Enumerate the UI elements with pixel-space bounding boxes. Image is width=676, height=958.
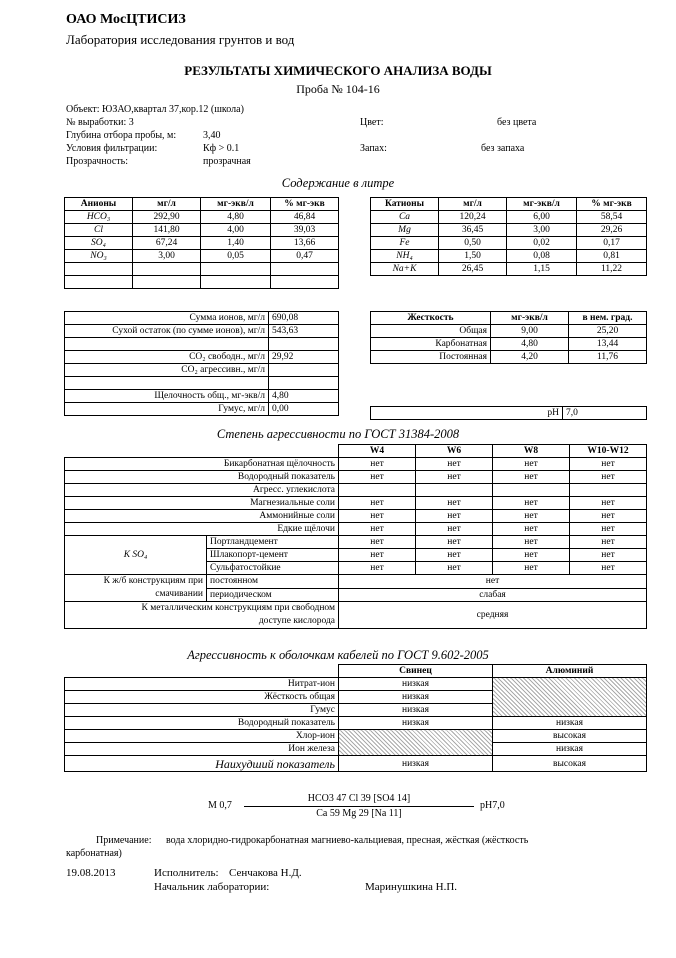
aggr-value: нет xyxy=(493,523,570,536)
anion-name: HCO₃ xyxy=(65,211,133,224)
anion-mg: 292,90 xyxy=(133,211,201,224)
ph-box xyxy=(370,406,647,420)
table-row xyxy=(371,224,647,237)
table-row xyxy=(65,338,339,351)
aggr-value: нет xyxy=(570,471,647,484)
anion-meq: 4,80 xyxy=(201,211,271,224)
aggr-value: нет xyxy=(493,549,570,562)
cations-table xyxy=(370,197,647,276)
content-section-title: Содержание в литре xyxy=(281,176,395,190)
cement-type: Шлакопорт-цемент xyxy=(207,549,339,562)
aggr-value: нет xyxy=(339,497,416,510)
cation-mg: 26,45 xyxy=(439,263,507,276)
table-row xyxy=(65,510,647,523)
anion-mg: 3,00 xyxy=(133,250,201,263)
table-row xyxy=(65,756,647,772)
anions-header: % мг-экв xyxy=(271,198,339,211)
cation-mg: 36,45 xyxy=(439,224,507,237)
rc-label xyxy=(65,575,207,602)
sum-value: 690,08 xyxy=(269,312,339,325)
aggr-value: нет xyxy=(493,497,570,510)
depth-value: 3,40 xyxy=(203,130,221,141)
cable-indicator: Ион железа xyxy=(65,743,339,756)
rc-label-line: смачивании xyxy=(155,589,203,599)
anion-meq: 4,00 xyxy=(201,224,271,237)
summary-table xyxy=(64,311,339,416)
aggr-indicator: Бикарбонатная щёлочность xyxy=(65,458,339,471)
well-line: № выработки: 3 xyxy=(66,117,134,128)
aggr-header: W4 xyxy=(339,445,416,458)
cation-pct: 0,81 xyxy=(577,250,647,263)
table-row xyxy=(371,351,647,364)
cable-indicator: Водородный показатель xyxy=(65,717,339,730)
co2free-label: CO₂ свободн., мг/л xyxy=(65,351,269,364)
worst-lead: низкая xyxy=(339,756,493,772)
so4-label: К SO₄ xyxy=(65,536,207,575)
cable-indicator: Хлор-ион xyxy=(65,730,339,743)
aggr-indicator: Едкие щёлочи xyxy=(65,523,339,536)
table-row xyxy=(371,263,647,276)
aggr-header: W6 xyxy=(416,445,493,458)
hatched-cell xyxy=(339,730,493,756)
rc-value: нет xyxy=(339,575,647,589)
table-row xyxy=(65,364,339,377)
aggr-value: нет xyxy=(570,510,647,523)
cement-type: Сульфатостойкие xyxy=(207,562,339,575)
lead-value: низкая xyxy=(339,717,493,730)
formula-ph: pH7,0 xyxy=(480,800,505,811)
table-row xyxy=(371,325,647,338)
aggr-value: нет xyxy=(493,562,570,575)
anion-meq: 1,40 xyxy=(201,237,271,250)
anions-header: мг/л xyxy=(133,198,201,211)
table-row xyxy=(371,338,647,351)
aggr-value: нет xyxy=(416,523,493,536)
aggr-value: нет xyxy=(570,523,647,536)
table-row xyxy=(371,407,647,420)
table-row xyxy=(65,497,647,510)
metal-label-line: доступе кислорода xyxy=(258,616,335,626)
depth-label: Глубина отбора пробы, м: xyxy=(66,130,177,141)
hardness-table xyxy=(370,311,647,364)
cation-meq: 3,00 xyxy=(507,224,577,237)
cement-type: Портландцемент xyxy=(207,536,339,549)
cation-pct: 0,17 xyxy=(577,237,647,250)
table-row xyxy=(65,377,339,390)
lead-value: низкая xyxy=(339,691,493,704)
cations-header: % мг-экв xyxy=(577,198,647,211)
table-row xyxy=(65,312,339,325)
page-title: РЕЗУЛЬТАТЫ ХИМИЧЕСКОГО АНАЛИЗА ВОДЫ xyxy=(184,63,492,78)
table-row xyxy=(65,224,339,237)
anion-name: SO₄ xyxy=(65,237,133,250)
worst-aluminum: высокая xyxy=(493,756,647,772)
wetting-type: постоянном xyxy=(207,575,339,589)
note-text-continued: карбонатная) xyxy=(66,848,122,859)
cable-indicator: Гумус xyxy=(65,704,339,717)
aluminum-value: высокая xyxy=(493,730,647,743)
table-row xyxy=(65,237,339,250)
table-row xyxy=(65,351,339,364)
cation-pct: 58,54 xyxy=(577,211,647,224)
table-row xyxy=(65,678,647,691)
aggressiveness-section-title: Степень агрессивности по ГОСТ 31384-2008 xyxy=(216,427,460,441)
anion-pct: 46,84 xyxy=(271,211,339,224)
aggr-indicator: Водородный показатель xyxy=(65,471,339,484)
table-row xyxy=(65,575,647,589)
aggr-value: нет xyxy=(570,549,647,562)
table-row xyxy=(65,536,647,549)
cation-name: Fe xyxy=(371,237,439,250)
aggr-value xyxy=(493,484,570,497)
cation-mg: 1,50 xyxy=(439,250,507,263)
ph-label: pH xyxy=(371,407,563,420)
rc-label-line: К ж/б конструкциям при xyxy=(103,576,203,586)
hardness-meq: 4,80 xyxy=(491,338,569,351)
table-row xyxy=(65,730,647,743)
head-name: Маринушкина Н.П. xyxy=(365,881,458,893)
hardness-deg: 11,76 xyxy=(569,351,647,364)
ph-value: 7,0 xyxy=(563,407,647,420)
cable-section-title: Агрессивность к оболочкам кабелей по ГОСТ 9.602-2005 xyxy=(187,648,489,662)
anion-mg: 141,80 xyxy=(133,224,201,237)
aggr-header: W8 xyxy=(493,445,570,458)
cable-table xyxy=(64,664,647,772)
lead-value: низкая xyxy=(339,678,493,691)
filter-label: Условия фильтрации: xyxy=(66,143,158,154)
aggr-header: W10-W12 xyxy=(570,445,647,458)
aggr-value: нет xyxy=(493,510,570,523)
anions-header: мг-экв/л xyxy=(201,198,271,211)
table-row xyxy=(65,390,339,403)
worst-label: Наихудший показатель xyxy=(65,756,339,772)
aggr-value: нет xyxy=(339,471,416,484)
cable-header: Свинец xyxy=(339,665,493,678)
aggr-value: нет xyxy=(570,458,647,471)
cable-indicator: Нитрат-ион xyxy=(65,678,339,691)
table-row xyxy=(65,325,339,338)
aggr-value: нет xyxy=(416,458,493,471)
table-row xyxy=(371,250,647,263)
rc-value: слабая xyxy=(339,588,647,602)
co2free-value: 29,92 xyxy=(269,351,339,364)
cation-mg: 120,24 xyxy=(439,211,507,224)
hatched-cell xyxy=(493,678,647,717)
cation-name: Ca xyxy=(371,211,439,224)
table-row xyxy=(65,484,647,497)
report-date: 19.08.2013 xyxy=(66,867,116,879)
smell-value: без запаха xyxy=(481,143,525,154)
dry-label: Сухой остаток (по сумме ионов), мг/л xyxy=(65,325,269,338)
executor-name: Сенчакова Н.Д. xyxy=(229,867,302,879)
aggr-value: нет xyxy=(570,497,647,510)
aggr-value: нет xyxy=(416,562,493,575)
hardness-deg: 13,44 xyxy=(569,338,647,351)
wetting-type: периодическом xyxy=(207,588,339,602)
aggr-value: нет xyxy=(416,471,493,484)
aggr-value: нет xyxy=(339,510,416,523)
anion-pct: 0,47 xyxy=(271,250,339,263)
probe-number: Проба № 104-16 xyxy=(296,82,380,96)
formula-divider xyxy=(244,806,474,807)
hardness-deg: 25,20 xyxy=(569,325,647,338)
cation-pct: 11,22 xyxy=(577,263,647,276)
humus-label: Гумус, мг/л xyxy=(65,403,269,416)
aggr-value: нет xyxy=(416,510,493,523)
table-row xyxy=(371,237,647,250)
table-row xyxy=(65,602,647,629)
clarity-value: прозрачная xyxy=(203,156,251,167)
cation-meq: 6,00 xyxy=(507,211,577,224)
cations-header: мг/л xyxy=(439,198,507,211)
anion-meq: 0,05 xyxy=(201,250,271,263)
formula-numerator: HCO3 47 Cl 39 [SO4 14] xyxy=(307,793,411,804)
cations-header: мг-экв/л xyxy=(507,198,577,211)
aggr-value: нет xyxy=(339,562,416,575)
alk-label: Щелочность общ., мг-экв/л xyxy=(65,390,269,403)
lead-value: низкая xyxy=(339,704,493,717)
aluminum-value: низкая xyxy=(493,717,647,730)
aggr-value: нет xyxy=(570,562,647,575)
aggr-value: нет xyxy=(493,536,570,549)
head-label: Начальник лаборатории: xyxy=(154,881,270,893)
formula-denominator: Ca 59 Mg 29 [Na 11] xyxy=(316,808,402,819)
cable-header: Алюминий xyxy=(493,665,647,678)
smell-label: Запах: xyxy=(360,143,387,154)
hardness-type: Общая xyxy=(371,325,491,338)
hardness-meq: 9,00 xyxy=(491,325,569,338)
table-row xyxy=(65,250,339,263)
aggr-value: нет xyxy=(339,536,416,549)
aluminum-value: низкая xyxy=(493,743,647,756)
organization-name: ОАО МосЦТИСИЗ xyxy=(66,12,186,27)
aggressiveness-table xyxy=(64,444,647,629)
aggr-value: нет xyxy=(339,458,416,471)
cation-meq: 0,02 xyxy=(507,237,577,250)
filter-value: Кф > 0.1 xyxy=(203,143,240,154)
cation-pct: 29,26 xyxy=(577,224,647,237)
laboratory-name: Лаборатория исследования грунтов и вод xyxy=(66,32,295,47)
hardness-type: Постоянная xyxy=(371,351,491,364)
aggr-indicator: Магнезиальные соли xyxy=(65,497,339,510)
executor-label: Исполнитель: xyxy=(154,867,219,879)
aggr-value xyxy=(570,484,647,497)
anions-table xyxy=(64,197,339,289)
aggr-value: нет xyxy=(493,471,570,484)
cation-name: NH₄ xyxy=(371,250,439,263)
aggr-value: нет xyxy=(416,549,493,562)
cable-indicator: Жёсткость общая xyxy=(65,691,339,704)
table-row xyxy=(65,717,647,730)
alk-value: 4,80 xyxy=(269,390,339,403)
cation-meq: 0,08 xyxy=(507,250,577,263)
hardness-header: в нем. град. xyxy=(569,312,647,325)
aggr-value: нет xyxy=(416,536,493,549)
anion-name: NO₃ xyxy=(65,250,133,263)
aggr-value: нет xyxy=(339,523,416,536)
table-row xyxy=(65,263,339,276)
aggr-value: нет xyxy=(570,536,647,549)
clarity-label: Прозрачность: xyxy=(66,156,128,167)
table-row xyxy=(65,276,339,289)
note-text: вода хлоридно-гидрокарбонатная магниево-кальциевая, пресная, жёсткая (жёсткость xyxy=(166,835,529,846)
hardness-header: мг-экв/л xyxy=(491,312,569,325)
aggr-indicator: Агресс. углекислота xyxy=(65,484,339,497)
humus-value: 0,00 xyxy=(269,403,339,416)
cation-meq: 1,15 xyxy=(507,263,577,276)
color-label: Цвет: xyxy=(360,117,384,128)
anion-pct: 13,66 xyxy=(271,237,339,250)
note-label: Примечание: xyxy=(96,835,152,846)
aggr-value: нет xyxy=(339,549,416,562)
anion-pct: 39,03 xyxy=(271,224,339,237)
color-value: без цвета xyxy=(497,117,537,128)
cation-mg: 0,50 xyxy=(439,237,507,250)
co2agr-label: CO₂ агрессивн., мг/л xyxy=(65,364,269,377)
table-row xyxy=(65,471,647,484)
metal-value: средняя xyxy=(339,602,647,629)
cations-header: Катионы xyxy=(371,198,439,211)
hardness-type: Карбонатная xyxy=(371,338,491,351)
table-row xyxy=(65,211,339,224)
hardness-header: Жесткость xyxy=(371,312,491,325)
hardness-meq: 4,20 xyxy=(491,351,569,364)
anion-mg: 67,24 xyxy=(133,237,201,250)
aggr-value xyxy=(339,484,416,497)
metal-label-line: К металлическим конструкциям при свободном xyxy=(141,603,335,613)
cation-name: Mg xyxy=(371,224,439,237)
object-line: Объект: ЮЗАО,квартал 37,кор.12 (школа) xyxy=(66,104,244,115)
table-row xyxy=(65,403,339,416)
table-row xyxy=(371,211,647,224)
aggr-indicator: Аммонийные соли xyxy=(65,510,339,523)
aggr-value: нет xyxy=(416,497,493,510)
table-row xyxy=(65,523,647,536)
formula-m: М 0,7 xyxy=(208,800,232,811)
dry-value: 543,63 xyxy=(269,325,339,338)
anion-name: Cl xyxy=(65,224,133,237)
sum-label: Сумма ионов, мг/л xyxy=(65,312,269,325)
anions-header: Анионы xyxy=(65,198,133,211)
metal-label xyxy=(65,602,339,629)
aggr-value xyxy=(416,484,493,497)
table-row xyxy=(65,458,647,471)
cation-name: Na+K xyxy=(371,263,439,276)
aggr-value: нет xyxy=(493,458,570,471)
